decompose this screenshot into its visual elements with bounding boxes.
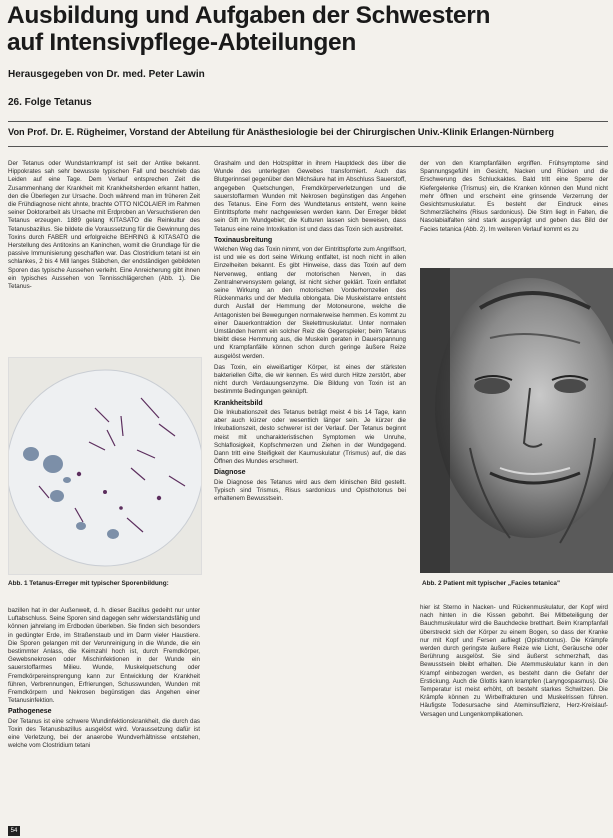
title-line-1: Ausbildung und Aufgaben der Schwestern <box>7 2 491 29</box>
byline-rule <box>8 146 608 147</box>
column-1-top <box>8 160 200 352</box>
column-2 <box>214 160 406 832</box>
column-1-bottom <box>8 607 200 833</box>
title-line-2: auf Intensivpflege-Abteilungen <box>7 29 356 56</box>
col2-paragraph-3: Das Toxin, ein eiweißartiger Körper, ist eines der stärksten bakteriellen Gifte, die wir kennen. Es wird durch Hitze zerstört, aber nicht durch Verdauungsenzyme. Die Bildung von Toxin ist an bestimmte Bedingungen geknüpft. <box>214 363 406 396</box>
col2-paragraph-5: Die Diagnose des Tetanus wird aus dem klinischen Bild gestellt. Typisch sind Trismus, Risus sardonicus und Opisthotonus bei erhaltenem Bewusstsein. <box>214 478 406 502</box>
patient-face-photo <box>420 268 613 573</box>
figure-2-photo <box>420 268 613 573</box>
col2-paragraph-4: Die Inkubationszeit des Tetanus beträgt meist 4 bis 14 Tage, kann aber auch kürzer oder wesentlich länger sein. Je kürzer die Inkubationszeit, desto schwerer ist der Verlauf. Der Tetanus beginnt meist mit uncharakteristischen Symptomen wie Unruhe, Schlaflosigkeit, Kopfschmerzen und Ziehen in der Wundgegend. Dann tritt eine Steifigkeit der Kaumuskulatur (Trismus) auf, die das Öffnen des Mundes erschwert. <box>214 408 406 466</box>
header-rule <box>8 121 608 122</box>
col1-heading-pathogenese: Pathogenese <box>8 708 52 716</box>
col2-heading-toxinausbreitung: Toxinausbreitung <box>214 236 273 244</box>
col3-top-paragraph: der von den Krampfanfällen ergriffen. Frühsymptome sind Spannungsgefühl im Gesicht, Nacken und Rücken und die Erschwerung des Schluckaktes. Bald tritt eine Sperre der Kiefergelenke (Trismus) ein, die Kranken können den Mund nicht mehr öffnen und erscheint eine grinsende Verzerrung der Gesichtsmuskulatur. Es besteht der Eindruck eines Schmerzlächelns (Risus sardonicus). Die Stirn liegt in Falten, die Nasolabialfalten sind stark ausgeprägt und geben das Bild der Facies tetanica (Abb. 2). Im weiteren Verlauf kommt es zu <box>420 160 608 233</box>
tetanus-bacteria-illustration <box>9 358 201 574</box>
col1-bottom-paragraph: bazillen hat in der Außenwelt, d. h. dieser Bacillus gedeiht nur unter Luftabschluss. Seine Sporen sind dagegen sehr widerstandsfähig und können jahrelang im Erdboden überleben. Sie finden sich besonders in gedüngter Erde, im Straßenstaub und im Darm vieler Haustiere. Die Sporen gelangen mit der Verunreinigung in die Wunde, die ein bestimmter Anlass, die Keimzahl hoch ist, durch Fremdkörper, Gewebsnekrosen oder Mischinfektionen in der Wunde ein sauerstoffarmes Milieu. Wunde, Muskelquetschung oder Fremdkörpereinsprengung kann zur Entwicklung der Krankheit führen, Verbrennungen, Erfrierungen, Schusswunden, Wunden mit Fremdkörpern und Nekrosen begünstigen das Angehen einer Tetanusinfektion. <box>8 607 200 705</box>
column-3-bottom <box>420 604 608 833</box>
col2-heading-diagnose: Diagnose <box>214 469 246 477</box>
col2-paragraph-1: Grashalm und den Holzsplitter in ihrem Hauptdeck des über die Wunde des unterlegten Gewebes transformiert. Auch das Blutgerinnsel gegenüber den Milchsäure hat im Abschluss Sauerstoff, angegeben Quetschungen, Fremdkörperverletzungen und die sauerstoffarmen Wunden mit Nekrosen begünstigen das Angehen des Tetanus. Eine Form des Wundtetanus entsteht, wenn keine Eintrittspforte mehr nachgewiesen werden kann. Der Erreger bildet sein Gift im Wundgebiet; die Kulturen lassen sich beweisen, dass Tetanus eine reine Intoxikation ist und dass das Toxin sich ausbreitet. <box>214 160 406 233</box>
col1-paragraph: Der Tetanus oder Wundstarrkrampf ist seit der Antike bekannt. Hippokrates sah sehr bewusste typischen Fall und beschrieb das Leiden auf eine Tage. Dem Verlauf entsprechen Zeit die Zusammenhang der Krankheit mit Krankheitsherden erkannt hatten, den die Überlegen zur Ursache. Doch während man im früheren Zeit die Frühdiagnose nicht ahnte, brachte OTTO NICOLAIER im Rahmen seiner Doktorarbeit als Ursache mit Erdproben an Versuchstieren den Tetanus erzeugen. 1889 gelang KITASATO die Reinkultur des Tetanusbazillus. Sie bildete die Voraussetzung für die Gewinnung des Toxins durch FABER und erfolgreiche BEHRING & KITASATO die Herstellung des Antitoxins an Kaninchen, womit die Grundlage für die passive Immunisierung geschaffen war. Das Clostridium tetani ist ein schlankes, 2 bis 4 Mill langes Stäbchen, der endständigen gebildeten Sporen das typische Aussehen verleiht. Eine Anreicherung gibt ihnen ein typisches Aussehen von Tennisschlägerchen (Abb. 1). Die Tetanus- <box>8 160 200 291</box>
article-title <box>7 2 607 56</box>
editor-line: Herausgegeben von Dr. med. Peter Lawin <box>8 69 205 80</box>
col2-heading-krankheitsbild: Krankheitsbild <box>214 399 263 407</box>
col1-bottom-paragraph-2: Der Tetanus ist eine schwere Wundinfektionskrankheit, die durch das Toxin des Tetanusbazillus ausgelöst wird. Voraussetzung dafür ist eine Verletzung, bei der anaerobe Wundverhältnisse entstehen, welche vom Clostridium tetani <box>8 717 200 750</box>
page-number: 54 <box>8 826 20 836</box>
figure-2-caption: Abb. 2 Patient mit typischer „Facies tetanica" <box>422 580 560 587</box>
series-line: 26. Folge Tetanus <box>8 97 92 108</box>
figure-1 <box>8 357 202 575</box>
col2-paragraph-2: Welchen Weg das Toxin nimmt, von der Eintrittspforte zum Angriffsort, ist und wie es dort seine Wirkung entfaltet, ist noch nicht in allen Einzelheiten bekannt. Es gibt Hinweise, dass das Toxin auf dem Nervenweg, entlang der motorischen Nerven, in das Zentralnervensystem gelangt, ist nicht sicher geklärt. Toxin entfaltet seine Wirkung an den motorischen Vorderhornzellen des Rückenmarks und der Medulla oblongata. Die Muskelstarre entsteht durch Ausfall der Hemmung der Motoneurone, welche die Antagonisten bei Bewegungen normalerweise hemmen. Es kommt zu einer Dauerkontraktion der Skelettmuskulatur. Unter normalen Umständen hemmt ein solcher Reiz die Gegenspieler; beim Tetanus bleibt diese Hemmung aus, die Muskeln geraten in Dauerspannung und Krampfanfälle können schon durch geringe äußere Reize ausgelöst werden. <box>214 246 406 360</box>
col3-bottom-paragraph: hier ist Sterno in Nacken- und Rückenmuskulatur, der Kopf wird nach hinten in die Kissen gebohrt. Bei Mitbeteiligung der Bauchmuskulatur wird die Bauchdecke bretthart. Beim Krampfanfall überstreckt sich der Körper zu einem Bogen, so dass der Kranke nur mit Kopf und Fersen aufliegt (Opisthotonus). Die Krämpfe werden durch geringste äußere Reize wie Licht, Geräusche oder Berührung ausgelöst. Sie sind äußerst schmerzhaft, das Bewusstsein bleibt erhalten. Die Atemmuskulatur kann in den Krampf einbezogen werden, es besteht dann die Gefahr der Erstickung. Auch die Glottis kann krampfen (Laryngospasmus). Die Temperatur ist meist erhöht, oft besteht starkes Schwitzen. Die Krämpfe können zu Wirbelfrakturen und Muskelrissen führen. Häufigste Todesursache sind Ateminsuffizienz, Herz-Kreislauf-Versagen und Lungenkomplikationen. <box>420 604 608 718</box>
byline: Von Prof. Dr. E. Rügheimer, Vorstand der Abteilung für Anästhesiologie bei der Chirurgischen Univ.-Klinik Erlangen-Nürnberg <box>8 127 555 137</box>
figure-1-caption: Abb. 1 Tetanus-Erreger mit typischer Sporenbildung: <box>8 580 169 587</box>
column-3-top <box>420 160 608 260</box>
